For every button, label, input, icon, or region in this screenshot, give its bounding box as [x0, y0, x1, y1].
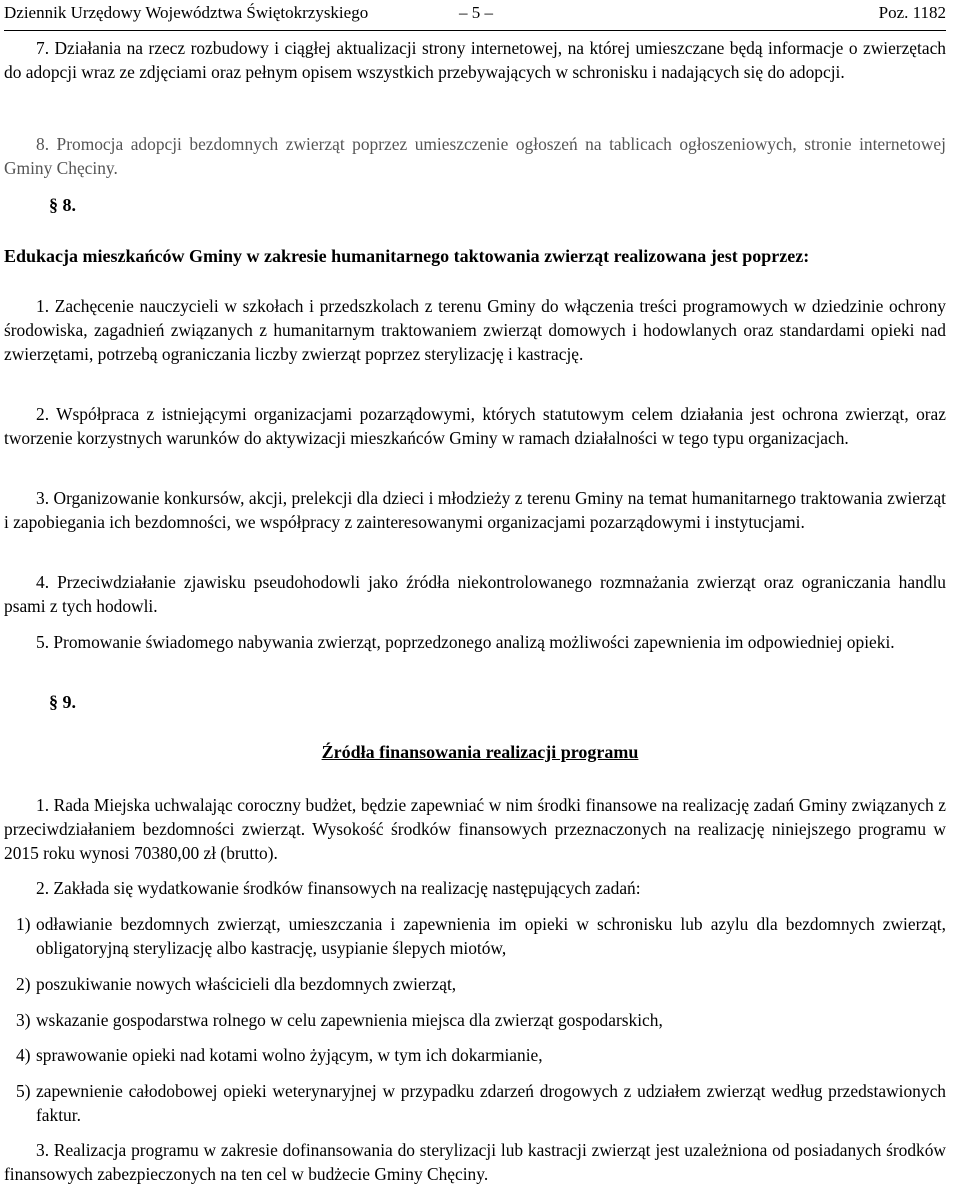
section-9-label: § 9.	[49, 692, 76, 712]
list-item-text: wskazanie gospodarstwa rolnego w celu zapewnienia miejsca dla zwierząt gospodarskich,	[36, 1010, 663, 1030]
section-8-label: § 8.	[49, 195, 76, 215]
list-item-number: 3)	[16, 1010, 31, 1030]
list-item-number: 2)	[16, 974, 31, 994]
list-item-number: 5)	[16, 1081, 31, 1101]
list-item-number: 1)	[16, 914, 31, 934]
list-item	[4, 1008, 946, 1032]
section-9-title	[0, 740, 960, 764]
page-number: – 5 –	[459, 3, 493, 22]
paragraph-8-2: 2. Współpraca z istniejącymi organizacjami pozarządowymi, których statutowym celem działania jest ochrona zwierząt, oraz tworzenie korzystnych warunków do aktywizacji mieszkańców Gminy w ramach działalności w tego typu organizacjach.	[4, 404, 946, 448]
section-9-title-text: Źródła finansowania realizacji programu	[321, 742, 639, 762]
list-item-text: poszukiwanie nowych właścicieli dla bezdomnych zwierząt,	[36, 974, 457, 994]
paragraph-8-5: 5. Promowanie świadomego nabywania zwierząt, poprzedzonego analizą możliwości zapewnienia im odpowiedniej opieki.	[36, 632, 895, 652]
page-header	[4, 0, 946, 31]
list-item	[4, 972, 946, 996]
paragraph-9-3: 3. Realizacja programu w zakresie dofinansowania do sterylizacji lub kastracji zwierząt jest uzależniona od posiadanych środków finansowych zabezpieczonych na ten cel w budżecie Gminy Chęciny.	[4, 1140, 946, 1184]
list-item	[4, 1043, 946, 1067]
list-item	[4, 912, 946, 960]
paragraph-7-7: 7. Działania na rzecz rozbudowy i ciągłej aktualizacji strony internetowej, na której umieszczane będą informacje o zwierzętach do adopcji wraz ze zdjęciami oraz pełnym opisem wszystkich przebywających w schronisku i nadających się do adopcji.	[4, 38, 946, 82]
position-number: Poz. 1182	[878, 3, 946, 22]
paragraph-9-2: 2. Zakłada się wydatkowanie środków finansowych na realizację następujących zadań:	[36, 878, 641, 898]
paragraph-7-8: 8. Promocja adopcji bezdomnych zwierząt poprzez umieszczenie ogłoszeń na tablicach ogłoszeniowych, stronie internetowej Gminy Chęciny.	[4, 134, 946, 178]
list-item-text: sprawowanie opieki nad kotami wolno żyjącym, w tym ich dokarmianie,	[36, 1045, 543, 1065]
list-item-text: odławianie bezdomnych zwierząt, umieszczania i zapewnienia im opieki w schronisku lub azylu dla bezdomnych zwierząt, obligatoryjną sterylizację albo kastrację, usypianie ślepych miotów,	[36, 914, 946, 958]
list-item-number: 4)	[16, 1045, 31, 1065]
list-item-text: zapewnienie całodobowej opieki weterynaryjnej w przypadku zdarzeń drogowych z udziałem zwierząt według przedstawionych faktur.	[36, 1081, 946, 1125]
list-item	[4, 1079, 946, 1127]
paragraph-8-3: 3. Organizowanie konkursów, akcji, prelekcji dla dzieci i młodzieży z terenu Gminy na temat humanitarnego traktowania zwierząt i zapobiegania ich bezdomności, we współpracy z zainteresowanymi organizacjami pozarządowymi i instytucjami.	[4, 488, 946, 532]
paragraph-8-4: 4. Przeciwdziałanie zjawisku pseudohodowli jako źródła niekontrolowanego rozmnażania zwierząt oraz ograniczania handlu psami z tych hodowli.	[4, 572, 946, 616]
section-8-heading: Edukacja mieszkańców Gminy w zakresie humanitarnego taktowania zwierząt realizowana jest poprzez:	[4, 246, 810, 266]
paragraph-8-1: 1. Zachęcenie nauczycieli w szkołach i przedszkolach z terenu Gminy do włączenia treści programowych w dziedzinie ochrony środowiska, zagadnień związanych z humanitarnym traktowaniem zwierząt domowych i hodowlanych oraz standardami opieki nad zwierzętami, potrzebą ograniczania liczby zwierząt poprzez sterylizację i kastrację.	[4, 296, 946, 364]
journal-title: Dziennik Urzędowy Województwa Świętokrzyskiego	[4, 3, 369, 22]
paragraph-9-1: 1. Rada Miejska uchwalając coroczny budżet, będzie zapewniać w nim środki finansowe na realizację zadań Gminy związanych z przeciwdziałaniem bezdomności zwierząt. Wysokość środków finansowych przeznaczonych na realizację niniejszego programu w 2015 roku wynosi 70380,00 zł (brutto).	[4, 795, 946, 863]
